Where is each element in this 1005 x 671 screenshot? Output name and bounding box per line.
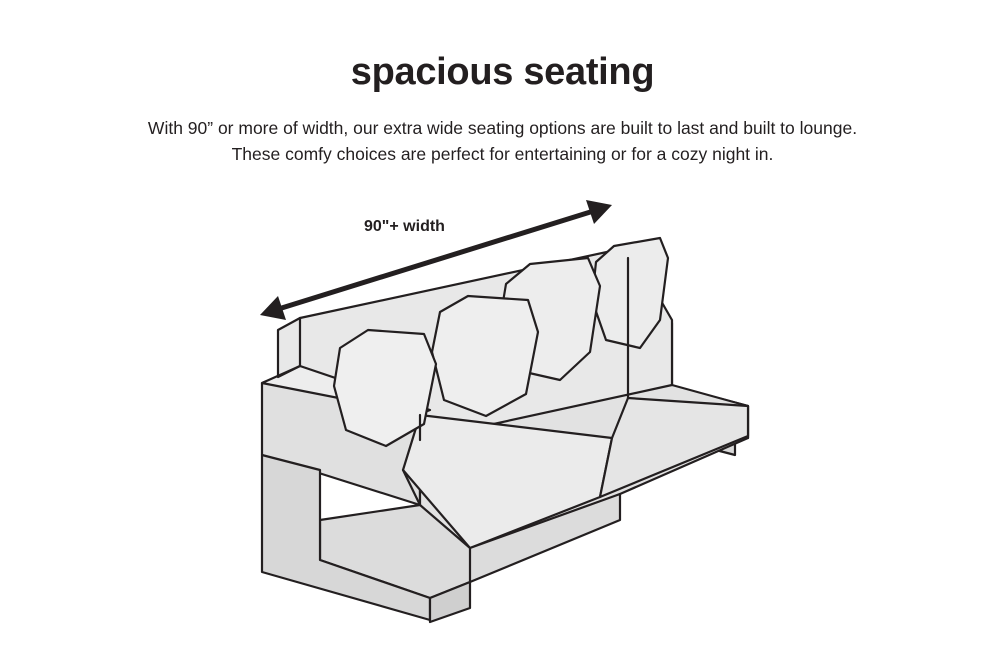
description-line-1: With 90” or more of width, our extra wide seating options are built to last and built to lounge.: [147, 118, 858, 138]
description-line-2: These comfy choices are perfect for entertaining or for a cozy night in.: [231, 144, 774, 165]
sofa-body: [262, 238, 748, 622]
dimension-label: 90"+ width: [364, 218, 445, 235]
page-title: spacious seating: [350, 51, 655, 93]
